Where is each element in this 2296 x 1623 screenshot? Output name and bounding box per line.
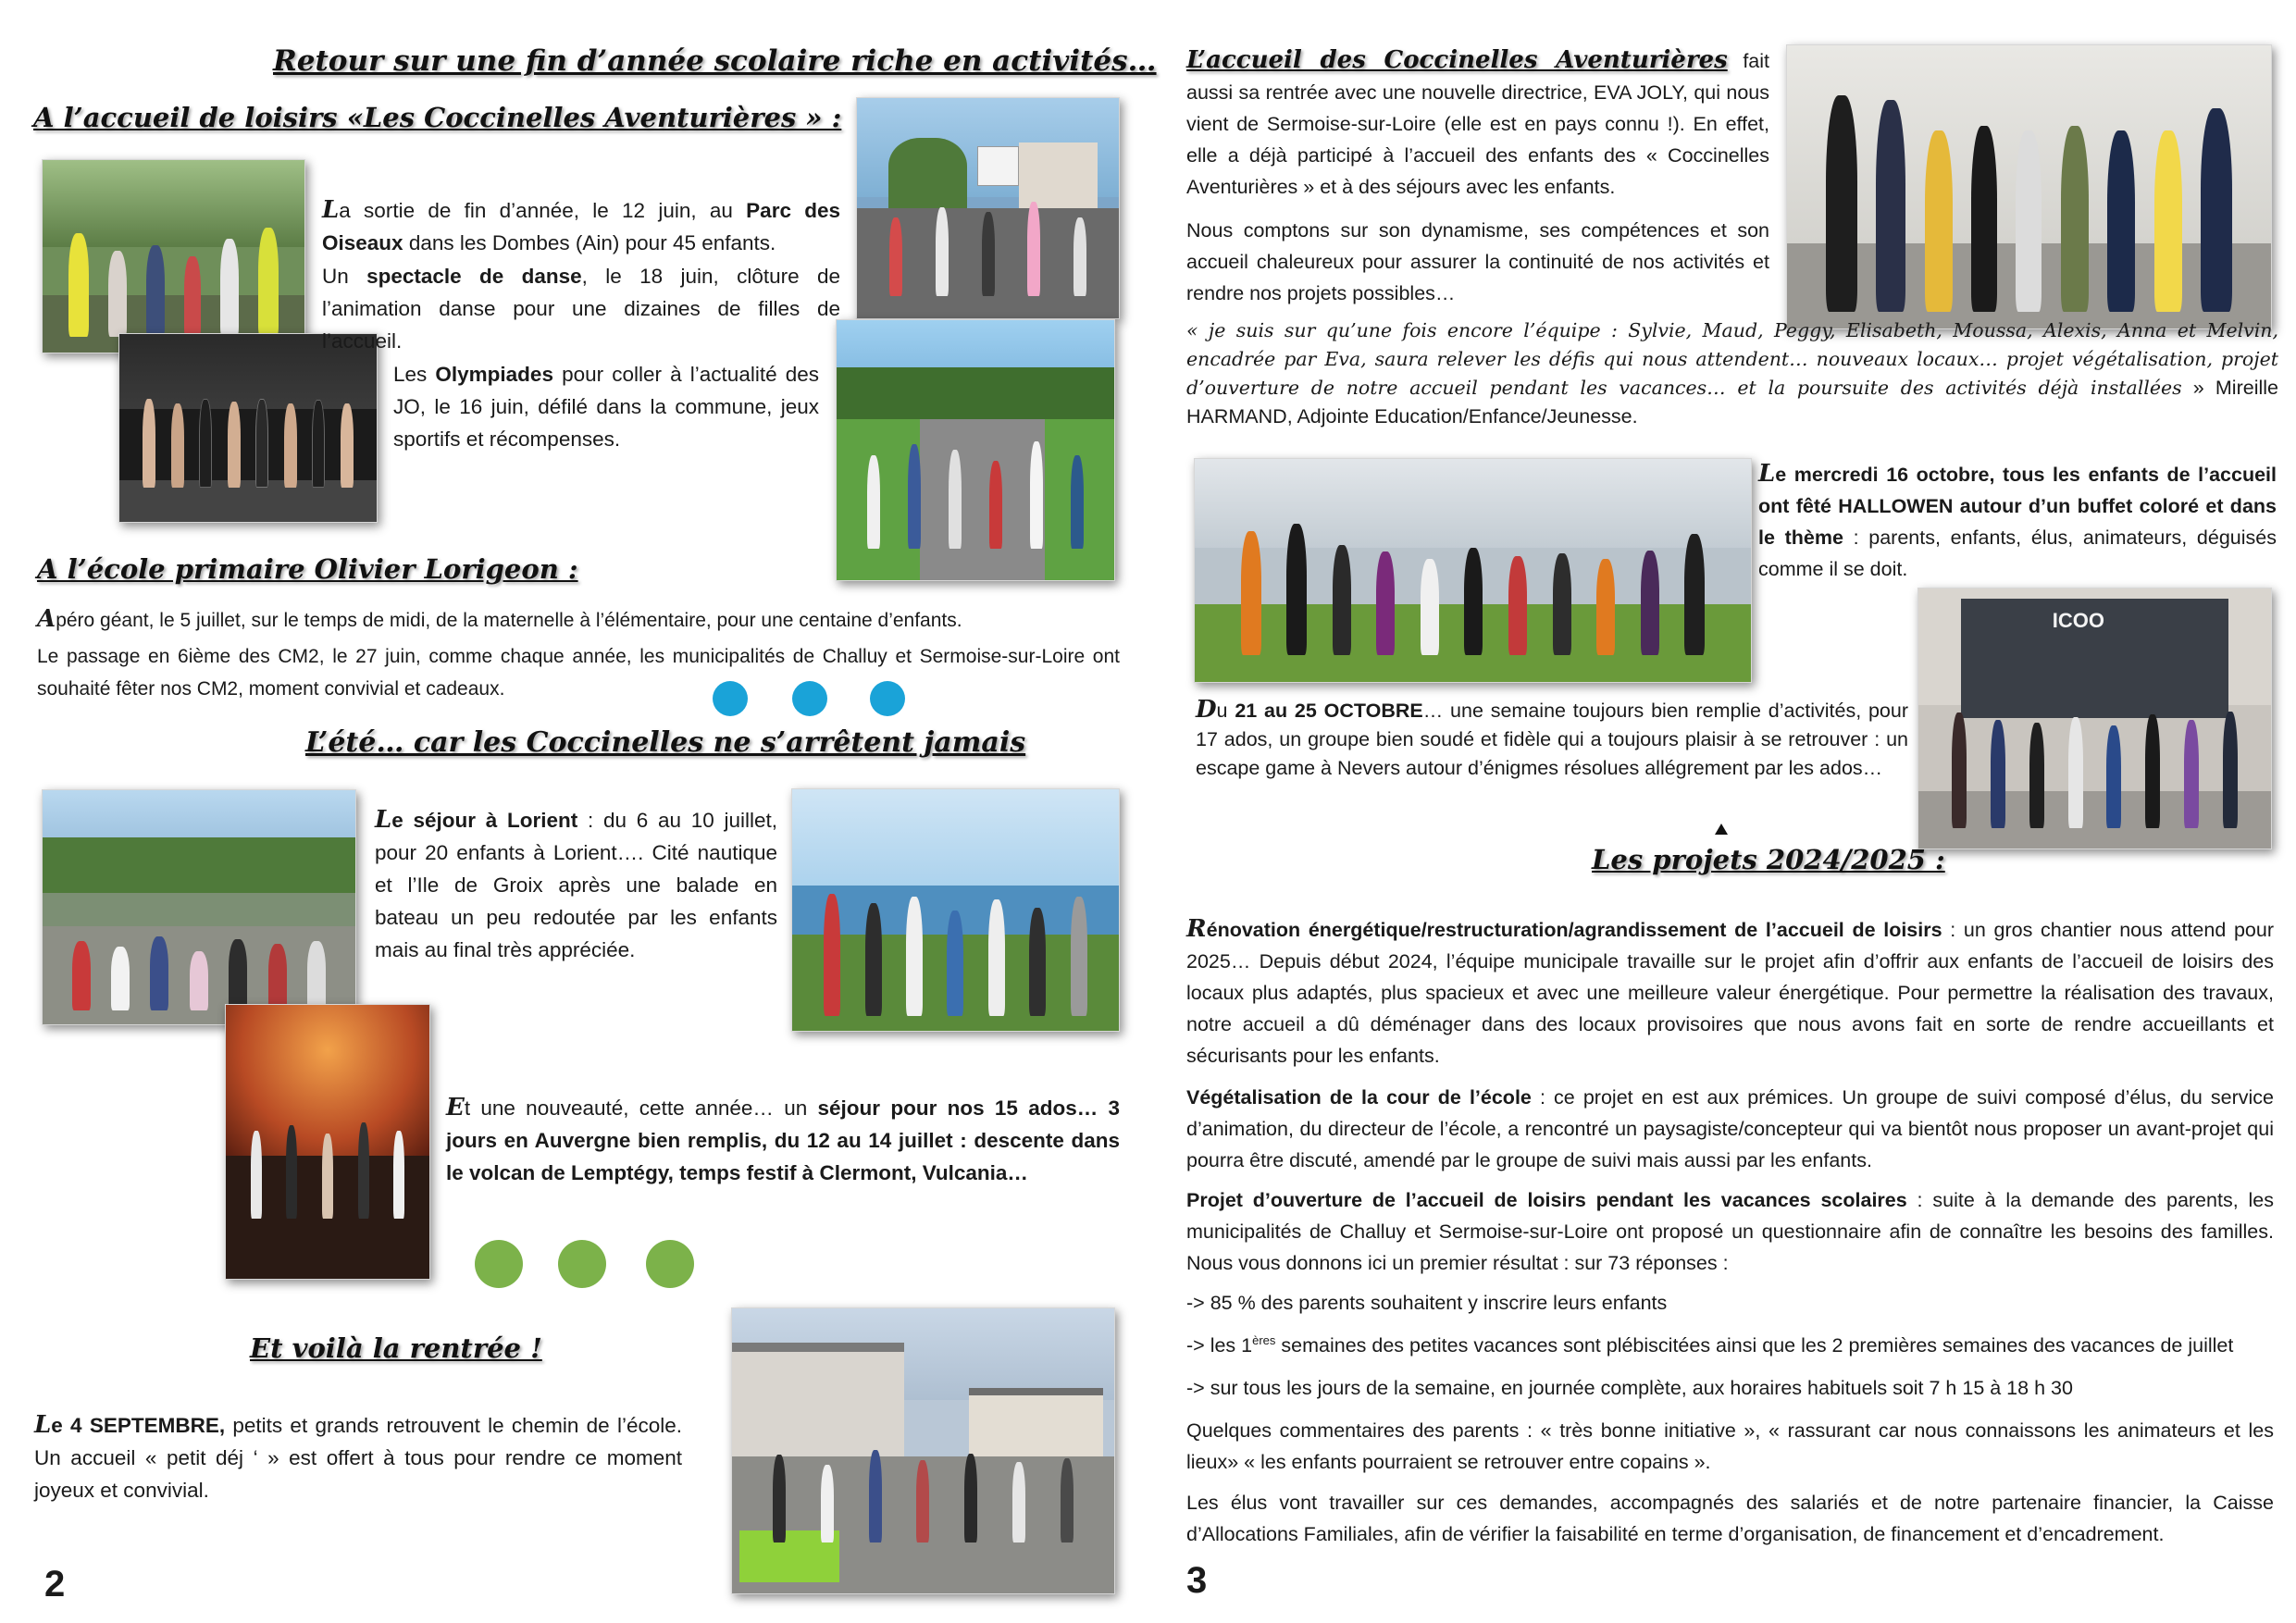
- result-1: -> 85 % des parents souhaitent y inscrire leurs enfants: [1186, 1292, 1668, 1314]
- result-2: [1186, 1330, 2274, 1361]
- ecole-dropcap: A: [37, 605, 56, 633]
- elus-paragraph: Les élus vont travailler sur ces demandes, accompagnés des salariés et de notre partenaire financier, la Caisse d’Allocations Familiales, afin de vérifier la faisabilité en terme d’organisation, de financement et d’encadrement.: [1186, 1492, 2274, 1545]
- rentree-bold: e 4 SEPTEMBRE,: [51, 1414, 226, 1437]
- rentree-paragraph: [34, 1409, 682, 1506]
- green-dot: [646, 1240, 694, 1288]
- renovation-post: : un gros chantier nous attend pour 2025… Depuis début 2024, l’équipe municipale travaille sur le projet afin d’offrir aux enfants de l’accueil de loisirs des locaux plus adaptés, plus spacieux et avec une meilleure valeur énergétique. Pour permettre la réalisation des travaux, notre accueil a dû déménager dans des locaux provisoires que nous avons fait en sorte de rendre accueillants et sécurisants pour les enfants.: [1186, 919, 2274, 1067]
- ecole-aperitif: [37, 603, 1120, 637]
- octobre-post: … une semaine toujours bien remplie d’activités, pour 17 ados, un groupe bien soudé et fidèle qui a toujours plaisir à se retrouver : un escape game à Nevers autour d’énigmes résolues allégrement par les ados…: [1196, 700, 1909, 779]
- lorient-bold: e séjour à Lorient: [391, 809, 578, 832]
- photo-lorient-groupe: [42, 789, 356, 1025]
- separator-triangle: [1715, 824, 1728, 835]
- rentree-heading: Et voilà la rentrée !: [250, 1332, 542, 1364]
- photo-equipe-animation: [1786, 44, 2272, 329]
- page-number-left: 2: [44, 1564, 66, 1604]
- spectacle-pre: Un: [322, 265, 367, 288]
- olympiades-paragraph: [393, 358, 819, 455]
- olympiades-bold: Olympiades: [435, 363, 553, 386]
- sortie-bold: Parc des Oiseaux: [322, 199, 840, 254]
- accueil-heading: A l’accueil de loisirs «Les Coccinelles Aventurières » :: [33, 102, 842, 133]
- octobre-bold: 21 au 25 OCTOBRE: [1235, 700, 1423, 722]
- ete-heading: L’été… car les Coccinelles ne s’arrêtent jamais: [305, 726, 1026, 759]
- octobre-paragraph: [1196, 696, 1908, 783]
- photo-escape-game-icoo: [1917, 588, 2272, 849]
- ouverture-bold: Projet d’ouverture de l’accueil de loisirs pendant les vacances scolaires: [1186, 1189, 1907, 1211]
- photo-parc-oiseaux: [42, 159, 305, 353]
- blue-dot: [870, 681, 905, 716]
- sortie-pre: a sortie de fin d’année, le 12 juin, au: [339, 199, 747, 222]
- photo-rentree-ecole: [731, 1307, 1115, 1594]
- quote-text: « je suis sur qu’une fois encore l’équipe : Sylvie, Maud, Peggy, Elisabeth, Moussa, Alexis, Anna et Melvin, encadrée par Eva, saura relever les défis qui nous attendent… nouveaux locaux… projet végétalisation, projet d’ouverture de notre accueil pendant les vacances… et la poursuite des activités déjà installées: [1186, 319, 2278, 399]
- coccinelles-heading: L’accueil des Coccinelles Aventurières: [1186, 46, 1728, 74]
- auvergne-paragraph: [446, 1092, 1120, 1189]
- spectacle-bold: spectacle de danse: [366, 265, 582, 288]
- lorient-post: : du 6 au 10 juillet, pour 20 enfants à Lorient…. Cité nautique et l’Ile de Groix après une balade en bateau un peu redoutée par les enfants mais au final très appréciée.: [375, 809, 777, 961]
- auvergne-bold: séjour pour nos 15 ados… 3 jours en Auvergne bien remplis, du 12 au 14 juillet : descente dans le volcan de Lemptégy, temps festif à Clermont, Vulcania…: [446, 1096, 1120, 1184]
- coccinelles-text: fait aussi sa rentrée avec une nouvelle directrice, EVA JOLY, qui nous vient de Sermoise-sur-Loire (elle est en pays connu !). En effet, elle a déjà participé à l’accueil des enfants des « Coccinelles Aventurières » et à des séjours avec les enfants.: [1186, 50, 1769, 198]
- photo-jeux-sportifs: [836, 319, 1115, 581]
- dynamisme-paragraph: Nous comptons sur son dynamisme, ses compétences et son accueil chaleureux pour assurer la continuité de nos activités et rendre nos projets possibles…: [1186, 219, 1769, 304]
- auvergne-dropcap: E: [446, 1094, 465, 1121]
- left-main-title: Retour sur une fin d’année scolaire riche en activités…: [273, 44, 1157, 78]
- spectacle-post: , le 18 juin, clôture de l’animation danse pour une dizaines de filles de l’accueil.: [322, 265, 840, 353]
- halloween-paragraph: [1758, 458, 2277, 585]
- renovation-dropcap: R: [1186, 915, 1207, 943]
- result-2-post: semaines des petites vacances sont plébiscitées ainsi que les 2 premières semaines des vacances de juillet: [1275, 1334, 2234, 1357]
- photo-halloween: [1194, 458, 1752, 683]
- halloween-bold: e mercredi 16 octobre, tous les enfants de l’accueil ont fêté HALLOWEN autour d’un buffet coloré et dans le thème: [1758, 464, 2277, 549]
- vegetalisation-bold: Végétalisation de la cour de l’école: [1186, 1086, 1532, 1109]
- photo-spectacle-danse: [118, 333, 378, 523]
- result-3: -> sur tous les jours de la semaine, en journée complète, aux horaires habituels soit 7 h 15 à 18 h 30: [1186, 1377, 2073, 1399]
- quote-author: » Mireille HARMAND, Adjointe Education/Enfance/Jeunesse.: [1186, 377, 2278, 427]
- spectacle-paragraph-a: [322, 260, 840, 357]
- commentaires-paragraph: Quelques commentaires des parents : « très bonne initiative », « rassurant car nous connaissons les animateurs et les lieux» « les enfants pourraient se retrouver entre copains ».: [1186, 1419, 2274, 1473]
- green-dot: [475, 1240, 523, 1288]
- lorient-dropcap: L: [375, 806, 392, 834]
- ecole-heading: A l’école primaire Olivier Lorigeon :: [37, 553, 578, 585]
- ecole-cm2: Le passage en 6ième des CM2, le 27 juin, comme chaque année, les municipalités de Challuy et Sermoise-sur-Loire ont souhaité fêter nos CM2, moment convivial et cadeaux.: [37, 646, 1120, 700]
- auvergne-pre: t une nouveauté, cette année… un: [464, 1096, 818, 1120]
- ouverture-paragraph: [1186, 1184, 2274, 1279]
- rentree-post: petits et grands retrouvent le chemin de l’école. Un accueil « petit déj ‘ » est offert à tous pour rendre ce moment joyeux et convivial.: [34, 1414, 682, 1502]
- ouverture-post: : suite à la demande des parents, les municipalités de Challuy et Sermoise-sur-Loire ont proposé un questionnaire afin de connaître les besoins des familles. Nous vous donnons ici un premier résultat : sur 73 réponses :: [1186, 1189, 2274, 1274]
- olympiades-pre: Les: [393, 363, 436, 386]
- octobre-dropcap: D: [1196, 696, 1217, 724]
- coccinelles-paragraph: [1186, 44, 1769, 203]
- projets-heading: Les projets 2024/2025 :: [1592, 844, 1945, 875]
- quote-paragraph: [1186, 316, 2278, 431]
- blue-dot: [792, 681, 827, 716]
- olympiades-post: pour coller à l’actualité des JO, le 16 juin, défilé dans la commune, jeux sportifs et récompenses.: [393, 363, 819, 451]
- ecole-aperitif-text: péro géant, le 5 juillet, sur le temps de midi, de la maternelle à l’élémentaire, pour une centaine d’enfants.: [56, 610, 962, 631]
- sortie-dropcap: L: [322, 196, 340, 224]
- blue-dot: [713, 681, 748, 716]
- photo-volcan-lemptegy: [225, 1004, 430, 1280]
- renovation-bold: énovation énergétique/restructuration/agrandissement de l’accueil de loisirs: [1206, 919, 1942, 941]
- halloween-post: : parents, enfants, élus, animateurs, déguisés comme il se doit.: [1758, 527, 2277, 580]
- photo-ile-de-groix: [791, 788, 1120, 1032]
- vegetalisation-paragraph: [1186, 1082, 2274, 1176]
- renovation-paragraph: [1186, 913, 2274, 1072]
- green-dot: [558, 1240, 606, 1288]
- vegetalisation-post: : ce projet en est aux prémices. Un groupe de suivi composé d’élus, du service d’animation, du directeur de l’école, a rencontré un paysagiste/concepteur qui va bientôt nous proposer un avant-projet qui pourra être discuté, amendé par le groupe de suivi mais aussi par les enfants.: [1186, 1086, 2274, 1171]
- octobre-pre: u: [1216, 700, 1235, 722]
- result-2-pre: -> les 1: [1186, 1334, 1253, 1357]
- rentree-dropcap: L: [34, 1411, 52, 1439]
- icoo-sign: ICOO: [2052, 609, 2104, 633]
- halloween-dropcap: L: [1758, 460, 1776, 488]
- photo-defile-olympiades: [856, 97, 1120, 319]
- sortie-post: dans les Dombes (Ain) pour 45 enfants.: [403, 231, 776, 254]
- result-2-sup: ères: [1252, 1332, 1276, 1347]
- lorient-paragraph: [375, 804, 777, 966]
- page-number-right: 3: [1186, 1560, 1208, 1601]
- sortie-paragraph: [322, 194, 840, 259]
